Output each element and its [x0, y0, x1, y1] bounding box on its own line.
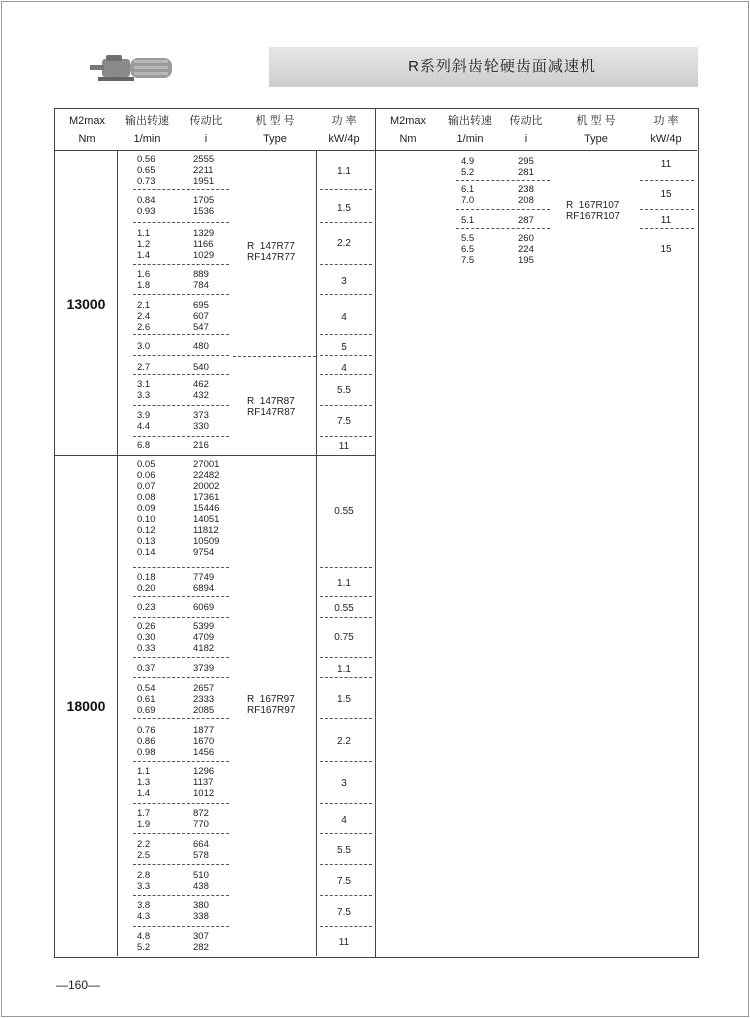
- col-header-ratio: 传动比: [189, 115, 223, 127]
- power-cell: 11: [338, 937, 350, 948]
- power-separator: [320, 436, 372, 437]
- speed-cell: 0.37: [137, 663, 156, 674]
- power-cell: 1.1: [337, 578, 351, 589]
- ratio-cell: 27001 22482 20002 17361 15446 14051 11812 10509 9754: [193, 459, 220, 558]
- ratio-cell: 1329 1166 1029: [193, 228, 215, 261]
- power-separator: [320, 761, 372, 762]
- power-cell-right: 15: [660, 189, 672, 200]
- ratio-cell: 1296 1137 1012: [193, 766, 215, 799]
- speed-cell: 3.1 3.3: [137, 379, 151, 401]
- speed-cell: 3.0: [137, 341, 151, 352]
- power-cell: 2.2: [337, 238, 351, 249]
- m2max-column-rule: [117, 150, 118, 956]
- speed-cell: 0.76 0.86 0.98: [137, 725, 156, 758]
- section-rule: [55, 455, 375, 456]
- speed-cell: 4.8 5.2: [137, 931, 151, 953]
- page-title: R系列斜齿轮硬齿面减速机: [408, 58, 596, 75]
- ratio-cell: 664 578: [193, 839, 209, 861]
- speed-cell: 2.8 3.3: [137, 870, 151, 892]
- speed-cell-right: 6.1 7.0: [461, 184, 475, 206]
- speed-cell-right: 5.5 6.5 7.5: [461, 233, 475, 266]
- ratio-cell: 7749 6894: [193, 572, 215, 594]
- power-separator: [320, 405, 372, 406]
- power-separator: [320, 596, 372, 597]
- power-separator: [320, 864, 372, 865]
- power-cell: 4: [341, 363, 347, 374]
- col-header-model: 机 型 号: [255, 115, 295, 127]
- row-separator: [133, 374, 229, 375]
- power-separator: [320, 222, 372, 223]
- ratio-cell: 1877 1670 1456: [193, 725, 215, 758]
- gear-motor-icon: [72, 49, 212, 85]
- speed-cell: 0.23: [137, 602, 156, 613]
- speed-cell: 1.1 1.3 1.4: [137, 766, 151, 799]
- power-separator-right: [640, 209, 694, 210]
- page-header: [54, 47, 698, 87]
- speed-cell-right: 5.1: [461, 215, 475, 226]
- col-header-model-unit: Type: [263, 133, 287, 145]
- ratio-cell: 1705 1536: [193, 195, 215, 217]
- power-cell: 0.55: [334, 603, 354, 614]
- power-cell: 5.5: [337, 845, 351, 856]
- row-separator: [133, 264, 229, 265]
- header-rule: [55, 150, 697, 151]
- type-label: R 167R97 RF167R97: [247, 694, 296, 716]
- m2max-value-18000: 18000: [66, 698, 106, 714]
- col-header-model-unit-right: Type: [584, 133, 608, 145]
- speed-cell: 0.18 0.20: [137, 572, 156, 594]
- ratio-cell: 872 770: [193, 808, 209, 830]
- row-separator: [133, 677, 229, 678]
- type-separator: [233, 356, 316, 357]
- power-cell: 7.5: [337, 416, 351, 427]
- col-header-speed: 输出转速: [125, 115, 169, 127]
- col-header-m2max: M2max: [68, 115, 106, 127]
- col-header-m2max-right: M2max: [389, 115, 427, 127]
- power-separator: [320, 657, 372, 658]
- row-separator-right: [456, 228, 550, 229]
- power-cell: 7.5: [337, 876, 351, 887]
- power-cell: 1.5: [337, 694, 351, 705]
- row-separator: [133, 617, 229, 618]
- power-cell: 11: [338, 441, 350, 452]
- power-cell-right: 15: [660, 244, 672, 255]
- row-separator: [133, 926, 229, 927]
- row-separator: [133, 334, 229, 335]
- ratio-cell: 695 607 547: [193, 300, 209, 333]
- power-separator: [320, 334, 372, 335]
- speed-cell: 0.54 0.61 0.69: [137, 683, 156, 716]
- speed-cell: 3.8 4.3: [137, 900, 151, 922]
- col-header-speed-unit-right: 1/min: [456, 133, 484, 145]
- power-cell: 1.1: [337, 664, 351, 675]
- row-separator: [133, 761, 229, 762]
- col-header-speed-unit: 1/min: [133, 133, 161, 145]
- ratio-cell: 462 432: [193, 379, 209, 401]
- col-header-speed-right: 输出转速: [448, 115, 492, 127]
- power-separator-right: [640, 180, 694, 181]
- power-separator: [320, 926, 372, 927]
- row-separator: [133, 405, 229, 406]
- col-header-model-right: 机 型 号: [576, 115, 616, 127]
- row-separator: [133, 294, 229, 295]
- ratio-cell: 889 784: [193, 269, 209, 291]
- power-cell: 3: [341, 276, 347, 287]
- power-column-rule-left: [316, 150, 317, 956]
- ratio-cell: 540: [193, 362, 209, 373]
- ratio-cell: 6069: [193, 602, 215, 613]
- power-cell: 7.5: [337, 907, 351, 918]
- row-separator: [133, 596, 229, 597]
- power-cell: 4: [341, 815, 347, 826]
- speed-cell: 1.7 1.9: [137, 808, 151, 830]
- speed-cell: 6.8: [137, 440, 151, 451]
- ratio-cell: 510 438: [193, 870, 209, 892]
- power-cell-right: 11: [660, 215, 672, 226]
- m2max-value-13000: 13000: [66, 296, 106, 312]
- col-header-m2max-unit: Nm: [78, 133, 96, 145]
- power-cell: 0.75: [334, 632, 354, 643]
- row-separator: [133, 803, 229, 804]
- power-separator: [320, 803, 372, 804]
- row-separator: [133, 864, 229, 865]
- row-separator: [133, 895, 229, 896]
- ratio-cell: 3739: [193, 663, 215, 674]
- ratio-cell: 216: [193, 440, 209, 451]
- power-cell: 1.5: [337, 203, 351, 214]
- speed-cell: 3.9 4.4: [137, 410, 151, 432]
- page-number: —160—: [56, 978, 101, 992]
- power-separator: [320, 833, 372, 834]
- speed-cell: 0.84 0.93: [137, 195, 156, 217]
- speed-cell: 2.1 2.4 2.6: [137, 300, 151, 333]
- col-header-ratio-right: 传动比: [509, 115, 543, 127]
- power-cell: 0.55: [334, 506, 354, 517]
- row-separator: [133, 222, 229, 223]
- speed-cell: 0.56 0.65 0.73: [137, 154, 156, 187]
- row-separator: [133, 355, 229, 356]
- power-separator: [320, 294, 372, 295]
- table-column-divider: [375, 108, 376, 957]
- ratio-cell-right: 260 224 195: [518, 233, 534, 266]
- ratio-cell: 380 338: [193, 900, 209, 922]
- power-separator: [320, 617, 372, 618]
- speed-cell: 0.05 0.06 0.07 0.08 0.09 0.10 0.12 0.13 0.14: [137, 459, 156, 558]
- power-separator: [320, 355, 372, 356]
- type-label-right: R 167R107 RF167R107: [566, 200, 620, 222]
- power-separator: [320, 189, 372, 190]
- power-cell: 5: [341, 342, 347, 353]
- col-header-ratio-unit: i: [204, 133, 208, 145]
- ratio-cell: 2657 2333 2085: [193, 683, 215, 716]
- row-separator-right: [456, 209, 550, 210]
- power-cell: 3: [341, 778, 347, 789]
- col-header-power-unit: kW/4p: [328, 133, 360, 145]
- type-label: R 147R77 RF147R77: [247, 241, 296, 263]
- power-separator: [320, 677, 372, 678]
- power-separator-right: [640, 228, 694, 229]
- col-header-power-unit-right: kW/4p: [650, 133, 682, 145]
- power-separator: [320, 718, 372, 719]
- col-header-power-right: 功 率: [653, 115, 679, 127]
- col-header-ratio-unit-right: i: [524, 133, 528, 145]
- speed-cell: 1.1 1.2 1.4: [137, 228, 151, 261]
- power-separator: [320, 374, 372, 375]
- speed-cell-right: 4.9 5.2: [461, 156, 475, 178]
- ratio-cell-right: 295 281: [518, 156, 534, 178]
- col-header-m2max-unit-right: Nm: [399, 133, 417, 145]
- row-separator: [133, 718, 229, 719]
- row-separator: [133, 833, 229, 834]
- ratio-cell: 2555 2211 1951: [193, 154, 215, 187]
- power-separator: [320, 567, 372, 568]
- power-cell: 1.1: [337, 166, 351, 177]
- row-separator: [133, 567, 229, 568]
- speed-cell: 2.7: [137, 362, 151, 373]
- ratio-cell: 373 330: [193, 410, 209, 432]
- row-separator: [133, 189, 229, 190]
- power-cell: 4: [341, 312, 347, 323]
- ratio-cell: 480: [193, 341, 209, 352]
- speed-cell: 1.6 1.8: [137, 269, 151, 291]
- power-separator: [320, 264, 372, 265]
- row-separator: [133, 657, 229, 658]
- power-separator: [320, 895, 372, 896]
- type-label: R 147R87 RF147R87: [247, 396, 296, 418]
- row-separator: [133, 436, 229, 437]
- power-cell: 5.5: [337, 385, 351, 396]
- col-header-power: 功 率: [331, 115, 357, 127]
- speed-cell: 0.26 0.30 0.33: [137, 621, 156, 654]
- power-cell: 2.2: [337, 736, 351, 747]
- ratio-cell-right: 238 208: [518, 184, 534, 206]
- power-cell-right: 11: [660, 159, 672, 170]
- speed-cell: 2.2 2.5: [137, 839, 151, 861]
- ratio-cell-right: 287: [518, 215, 534, 226]
- ratio-cell: 5399 4709 4182: [193, 621, 215, 654]
- ratio-cell: 307 282: [193, 931, 209, 953]
- row-separator-right: [456, 180, 550, 181]
